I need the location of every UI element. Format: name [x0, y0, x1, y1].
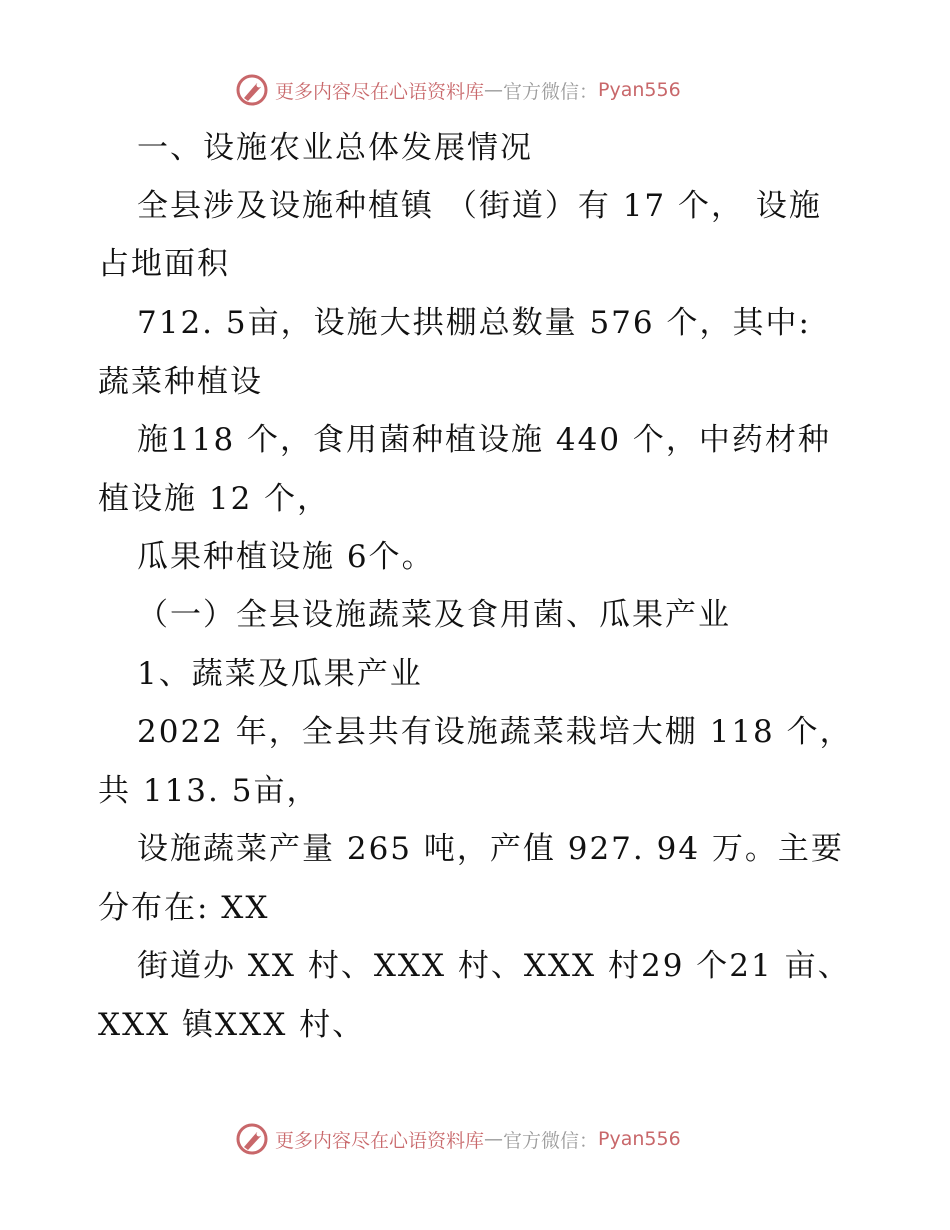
watermark-account: Pyan556	[598, 1128, 681, 1150]
paragraph-line: 植设施 12 个，	[98, 481, 331, 517]
paragraph-line: XXX 镇XXX 村、	[98, 1007, 366, 1043]
paragraph-line: 共 113. 5亩，	[98, 773, 320, 809]
watermark-dash: —	[484, 79, 504, 101]
watermark-main-text: 更多内容尽在心语资料库	[275, 80, 485, 103]
paragraph-line: 2022 年，全县共有设施蔬菜栽培大棚 118 个，	[137, 714, 853, 750]
paragraph-line: 占地面积	[98, 246, 230, 282]
watermark-footer	[235, 1121, 755, 1157]
paragraph-line: 蔬菜种植设	[98, 364, 263, 400]
ink-pen-logo-icon	[235, 1122, 269, 1156]
watermark-account: Pyan556	[598, 79, 681, 101]
subsection-heading: 1、蔬菜及瓜果产业	[137, 656, 423, 692]
paragraph-line: 全县涉及设施种植镇 （街道）有 17 个， 设施	[137, 188, 822, 224]
paragraph-line: 分布在: XX	[98, 890, 270, 926]
paragraph-line: 712. 5亩，设施大拱棚总数量 576 个，其中:	[137, 305, 811, 341]
watermark-dash: —	[484, 1128, 504, 1150]
paragraph-line: 街道办 XX 村、XXX 村、XXX 村29 个21 亩、	[137, 948, 851, 984]
paragraph-line: 瓜果种植设施 6个。	[137, 539, 435, 575]
watermark-main-text: 更多内容尽在心语资料库	[275, 1129, 485, 1152]
section-heading: 一、设施农业总体发展情况	[137, 130, 533, 166]
paragraph-line: 设施蔬菜产量 265 吨，产值 927. 94 万。主要	[137, 831, 844, 867]
subsection-heading: （一）全县设施蔬菜及食用菌、瓜果产业	[137, 597, 731, 633]
watermark-label: 官方微信：	[503, 80, 599, 103]
paragraph-line: 施118 个，食用菌种植设施 440 个，中药材种	[137, 422, 831, 458]
watermark-label: 官方微信：	[503, 1129, 599, 1152]
